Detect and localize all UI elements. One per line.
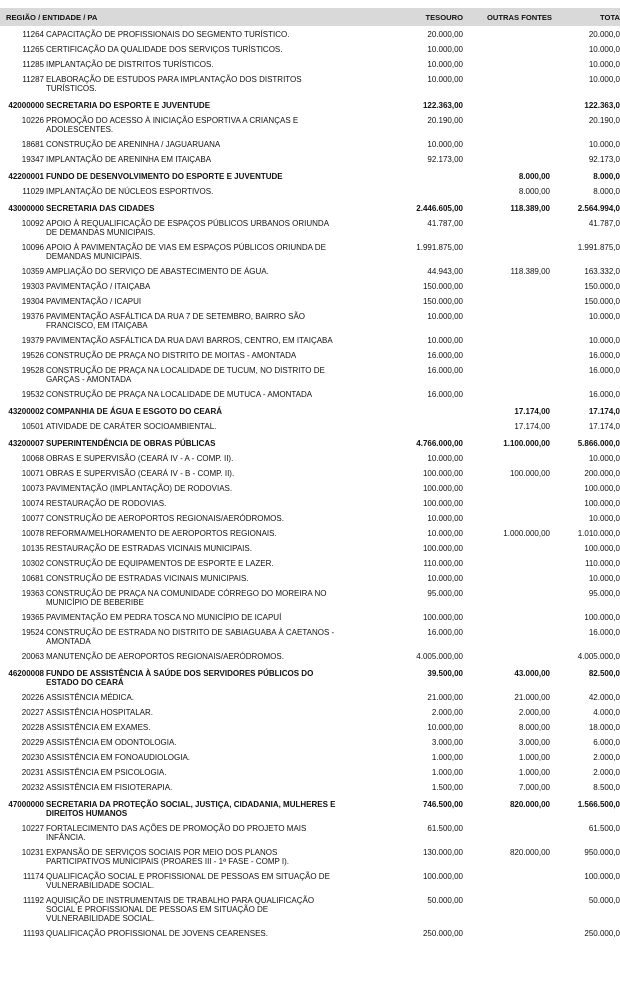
row-description: ATIVIDADE DE CARÁTER SOCIOAMBIENTAL.	[46, 422, 217, 431]
row-description: CONSTRUÇÃO DE ESTRADAS VICINAIS MUNICIPAIS.	[46, 574, 249, 583]
row-total-value: 16.000,0	[588, 628, 620, 637]
entity-row	[0, 167, 620, 184]
row-code: 11287	[22, 75, 44, 84]
row-total-value: 10.000,0	[588, 574, 620, 583]
row-total-value: 8.000,0	[593, 172, 620, 181]
row-description: IMPLANTAÇÃO DE NÚCLEOS ESPORTIVOS.	[46, 187, 214, 196]
row-description: OBRAS E SUPERVISÃO (CEARÁ IV - A - COMP. II).	[46, 454, 234, 463]
row-description: QUALIFICAÇÃO PROFISSIONAL DE JOVENS CEARENSES.	[46, 929, 268, 938]
row-description: RESTAURAÇÃO DE ESTRADAS VICINAIS MUNICIPAIS.	[46, 544, 252, 553]
row-code: 10077	[21, 514, 44, 523]
row-total-value: 100.000,0	[584, 499, 620, 508]
row-code: 20226	[21, 693, 44, 702]
row-code: 18681	[21, 140, 44, 149]
row-tesouro-value: 20.000,00	[427, 30, 463, 39]
row-tesouro-value: 20.190,00	[427, 116, 463, 125]
row-description: FORTALECIMENTO DAS AÇÕES DE PROMOÇÃO DO PROJETO MAIS INFÂNCIA.	[46, 824, 307, 842]
row-total-value: 2.000,0	[593, 753, 620, 762]
row-description: IMPLANTAÇÃO DE ARENINHA EM ITAIÇABA	[46, 155, 212, 164]
row-code: 11265	[22, 45, 44, 54]
row-outras-fontes-value: 8.000,00	[518, 187, 550, 196]
row-tesouro-value: 100.000,00	[422, 872, 463, 881]
table-row	[0, 526, 620, 541]
table-row	[0, 216, 620, 240]
row-code: 19376	[21, 312, 44, 321]
row-total-value: 10.000,0	[588, 336, 620, 345]
row-code: 20227	[21, 708, 44, 717]
row-code: 19526	[21, 351, 44, 360]
table-row	[0, 240, 620, 264]
table-row	[0, 72, 620, 96]
row-description: EXPANSÃO DE SERVIÇOS SOCIAIS POR MEIO DOS PLANOS PARTICIPATIVOS MUNICIPAIS (PROARES III - 1ª FASE - COMP I).	[46, 848, 289, 866]
row-total-value: 110.000,0	[585, 559, 620, 568]
row-code: 10359	[21, 267, 44, 276]
row-code: 10227	[21, 824, 44, 833]
row-code: 10068	[21, 454, 44, 463]
row-total-value: 10.000,0	[588, 45, 620, 54]
table-row	[0, 586, 620, 610]
table-row	[0, 705, 620, 720]
row-tesouro-value: 3.000,00	[431, 738, 463, 747]
row-total-value: 17.174,0	[588, 422, 620, 431]
row-tesouro-value: 110.000,00	[423, 559, 463, 568]
row-tesouro-value: 10.000,00	[427, 312, 463, 321]
row-tesouro-value: 92.173,00	[427, 155, 463, 164]
table-row	[0, 57, 620, 72]
row-tesouro-value: 10.000,00	[427, 140, 463, 149]
row-code: 19304	[21, 297, 44, 306]
row-outras-fontes-value: 21.000,00	[514, 693, 550, 702]
row-total-value: 1.010.000,0	[577, 529, 620, 538]
entity-row	[0, 96, 620, 113]
row-description: PAVIMENTAÇÃO EM PEDRA TOSCA NO MUNICÍPIO DE ICAPUÍ	[46, 613, 282, 622]
row-tesouro-value: 250.000,00	[422, 929, 463, 938]
row-description: ASSISTÊNCIA EM FISIOTERAPIA.	[46, 783, 173, 792]
row-code: 20232	[21, 783, 44, 792]
entity-row	[0, 664, 620, 690]
row-description: COMPANHIA DE ÁGUA E ESGOTO DO CEARÁ	[46, 407, 223, 416]
row-description: AMPLIAÇÃO DO SERVIÇO DE ABASTECIMENTO DE ÁGUA.	[46, 267, 269, 276]
table-row	[0, 348, 620, 363]
table-row	[0, 511, 620, 526]
row-code: 11285	[22, 60, 44, 69]
row-total-value: 82.500,0	[588, 669, 620, 678]
row-outras-fontes-value: 8.000,00	[518, 172, 550, 181]
row-total-value: 20.190,0	[588, 116, 620, 125]
row-code: 20230	[21, 753, 44, 762]
row-total-value: 42.000,0	[588, 693, 620, 702]
row-tesouro-value: 4.766.000,00	[416, 439, 463, 448]
row-tesouro-value: 1.000,00	[431, 753, 463, 762]
row-description: SECRETARIA DAS CIDADES	[46, 204, 155, 213]
row-total-value: 250.000,0	[584, 929, 620, 938]
row-total-value: 100.000,0	[584, 484, 620, 493]
row-description: CONSTRUÇÃO DE PRAÇA NA LOCALIDADE DE TUCUM, NO DISTRITO DE GARÇAS - AMONTADA	[46, 366, 325, 384]
row-description: CONSTRUÇÃO DE PRAÇA NA COMUNIDADE CÓRREGO DO MOREIRA NO MUNICÍPIO DE BEBERIBE	[46, 589, 327, 607]
row-description: AQUISIÇÃO DE INSTRUMENTAIS DE TRABALHO PARA QUALIFICAÇÃO SOCIAL E PROFISSIONAL DE PESSOAS EM SITUAÇÃO DE VULNERABILIDADE SOCIAL.	[46, 896, 315, 923]
row-tesouro-value: 16.000,00	[427, 390, 463, 399]
table-body	[0, 27, 620, 941]
row-code: 20231	[21, 768, 44, 777]
table-row	[0, 466, 620, 481]
table-header	[0, 8, 620, 26]
row-description: APOIO À REQUALIFICAÇÃO DE ESPAÇOS PÚBLICOS URBANOS ORIUNDA DE DEMANDAS MUNICIPAIS.	[46, 219, 329, 237]
row-total-value: 2.000,0	[593, 768, 620, 777]
row-total-value: 950.000,0	[584, 848, 620, 857]
row-outras-fontes-value: 1.100.000,00	[503, 439, 550, 448]
row-code: 43200002	[8, 407, 44, 416]
row-outras-fontes-value: 8.000,00	[518, 723, 550, 732]
row-description: FUNDO DE ASSISTÊNCIA À SAÚDE DOS SERVIDORES PÚBLICOS DO ESTADO DO CEARÁ	[46, 669, 314, 687]
row-outras-fontes-value: 100.000,00	[509, 469, 550, 478]
table-row	[0, 279, 620, 294]
row-description: MANUTENÇÃO DE AEROPORTOS REGIONAIS/AERÓDROMOS.	[46, 652, 284, 661]
row-total-value: 92.173,0	[588, 155, 620, 164]
row-outras-fontes-value: 1.000.000,00	[503, 529, 550, 538]
row-total-value: 150.000,0	[584, 282, 620, 291]
column-header-tesouro: TESOURO	[425, 13, 463, 22]
row-tesouro-value: 16.000,00	[427, 628, 463, 637]
row-outras-fontes-value: 820.000,00	[509, 848, 550, 857]
table-row	[0, 610, 620, 625]
row-description: PAVIMENTAÇÃO (IMPLANTAÇÃO) DE RODOVIAS.	[46, 484, 233, 493]
row-description: ELABORAÇÃO DE ESTUDOS PARA IMPLANTAÇÃO DOS DISTRITOS TURÍSTICOS.	[46, 75, 302, 93]
row-tesouro-value: 100.000,00	[422, 469, 463, 478]
row-description: ASSISTÊNCIA EM EXAMES.	[46, 723, 151, 732]
table-row	[0, 451, 620, 466]
row-description: CONSTRUÇÃO DE ARENINHA / JAGUARUANA	[46, 140, 221, 149]
table-row	[0, 113, 620, 137]
row-code: 20063	[21, 652, 44, 661]
table-row	[0, 137, 620, 152]
row-code: 10074	[21, 499, 44, 508]
row-code: 47000000	[8, 800, 44, 809]
row-code: 10096	[21, 243, 44, 252]
row-outras-fontes-value: 118.389,00	[510, 204, 550, 213]
column-header-outras-fontes: OUTRAS FONTES	[487, 13, 552, 22]
table-row	[0, 556, 620, 571]
row-tesouro-value: 95.000,00	[427, 589, 463, 598]
row-description: PAVIMENTAÇÃO ASFÁLTICA DA RUA 7 DE SETEMBRO, BAIRRO SÃO FRANCISCO, EM ITAIÇABA	[46, 312, 306, 330]
row-description: FUNDO DE DESENVOLVIMENTO DO ESPORTE E JUVENTUDE	[46, 172, 283, 181]
row-code: 19379	[21, 336, 44, 345]
row-code: 10073	[21, 484, 44, 493]
table-row	[0, 481, 620, 496]
row-description: PROMOÇÃO DO ACESSO À INICIAÇÃO ESPORTIVA A CRIANÇAS E ADOLESCENTES.	[46, 116, 299, 134]
row-tesouro-value: 10.000,00	[427, 723, 463, 732]
table-row	[0, 926, 620, 941]
table-row	[0, 765, 620, 780]
row-total-value: 50.000,0	[588, 896, 620, 905]
row-code: 10092	[21, 219, 44, 228]
row-code: 20228	[21, 723, 44, 732]
row-description: PAVIMENTAÇÃO / ITAIÇABA	[46, 282, 151, 291]
row-total-value: 20.000,0	[588, 30, 620, 39]
column-header-total: TOTA	[600, 13, 620, 22]
table-row	[0, 309, 620, 333]
row-code: 19528	[21, 366, 44, 375]
row-code: 11264	[22, 30, 44, 39]
row-code: 19303	[21, 282, 44, 291]
row-code: 43000000	[8, 204, 44, 213]
row-tesouro-value: 2.000,00	[431, 708, 463, 717]
row-total-value: 2.564.994,0	[577, 204, 620, 213]
table-row	[0, 184, 620, 199]
row-tesouro-value: 100.000,00	[422, 613, 463, 622]
table-row	[0, 649, 620, 664]
row-total-value: 41.787,0	[588, 219, 620, 228]
row-code: 42200001	[8, 172, 44, 181]
row-total-value: 95.000,0	[588, 589, 620, 598]
row-description: IMPLANTAÇÃO DE DISTRITOS TURÍSTICOS.	[46, 60, 214, 69]
row-outras-fontes-value: 1.000,00	[518, 768, 550, 777]
row-total-value: 10.000,0	[588, 312, 620, 321]
row-tesouro-value: 41.787,00	[427, 219, 463, 228]
table-row	[0, 571, 620, 586]
row-total-value: 16.000,0	[588, 390, 620, 399]
table-row	[0, 333, 620, 348]
row-outras-fontes-value: 17.174,00	[514, 407, 550, 416]
row-code: 11192	[22, 896, 44, 905]
row-total-value: 100.000,0	[584, 613, 620, 622]
row-outras-fontes-value: 1.000,00	[518, 753, 550, 762]
row-tesouro-value: 50.000,00	[427, 896, 463, 905]
row-total-value: 10.000,0	[588, 454, 620, 463]
entity-row	[0, 434, 620, 451]
row-code: 19365	[21, 613, 44, 622]
table-row	[0, 869, 620, 893]
row-description: ASSISTÊNCIA HOSPITALAR.	[46, 708, 153, 717]
row-description: CONSTRUÇÃO DE EQUIPAMENTOS DE ESPORTE E LAZER.	[46, 559, 274, 568]
row-outras-fontes-value: 3.000,00	[518, 738, 550, 747]
row-tesouro-value: 10.000,00	[427, 454, 463, 463]
row-outras-fontes-value: 7.000,00	[518, 783, 550, 792]
row-description: APOIO À PAVIMENTAÇÃO DE VIAS EM ESPAÇOS PÚBLICOS ORIUNDA DE DEMANDAS MUNICIPAIS.	[46, 243, 326, 261]
row-tesouro-value: 100.000,00	[422, 484, 463, 493]
row-total-value: 16.000,0	[588, 366, 620, 375]
row-description: QUALIFICAÇÃO SOCIAL E PROFISSIONAL DE PESSOAS EM SITUAÇÃO DE VULNERABILIDADE SOCIAL.	[46, 872, 330, 890]
row-total-value: 1.991.875,0	[577, 243, 620, 252]
row-code: 10501	[21, 422, 44, 431]
row-total-value: 200.000,0	[584, 469, 620, 478]
row-total-value: 4.005.000,0	[577, 652, 620, 661]
row-total-value: 163.332,0	[584, 267, 620, 276]
row-code: 10078	[21, 529, 44, 538]
row-total-value: 5.866.000,0	[577, 439, 620, 448]
row-total-value: 16.000,0	[588, 351, 620, 360]
row-tesouro-value: 1.500,00	[431, 783, 463, 792]
row-description: CONSTRUÇÃO DE ESTRADA NO DISTRITO DE SABIAGUABA À CAETANOS - AMONTADA	[46, 628, 335, 646]
row-tesouro-value: 10.000,00	[427, 75, 463, 84]
row-tesouro-value: 16.000,00	[427, 366, 463, 375]
row-total-value: 17.174,0	[588, 407, 620, 416]
row-description: REFORMA/MELHORAMENTO DE AEROPORTOS REGIONAIS.	[46, 529, 277, 538]
table-row	[0, 845, 620, 869]
row-code: 19532	[21, 390, 44, 399]
row-code: 10302	[21, 559, 44, 568]
row-description: ASSISTÊNCIA EM ODONTOLOGIA.	[46, 738, 177, 747]
row-description: CONSTRUÇÃO DE PRAÇA NA LOCALIDADE DE MUTUCA - AMONTADA	[46, 390, 313, 399]
row-description: ASSISTÊNCIA EM PSICOLOGIA.	[46, 768, 167, 777]
row-tesouro-value: 21.000,00	[427, 693, 463, 702]
table-row	[0, 893, 620, 926]
table-row	[0, 42, 620, 57]
entity-row	[0, 795, 620, 821]
table-row	[0, 152, 620, 167]
row-code: 11193	[22, 929, 44, 938]
row-description: CAPACITAÇÃO DE PROFISSIONAIS DO SEGMENTO TURÍSTICO.	[46, 30, 290, 39]
table-row	[0, 625, 620, 649]
row-code: 10681	[21, 574, 44, 583]
row-tesouro-value: 746.500,00	[422, 800, 463, 809]
row-total-value: 1.566.500,0	[577, 800, 620, 809]
row-tesouro-value: 100.000,00	[422, 499, 463, 508]
row-outras-fontes-value: 43.000,00	[514, 669, 550, 678]
row-tesouro-value: 1.000,00	[431, 768, 463, 777]
entity-row	[0, 199, 620, 216]
row-tesouro-value: 1.991.875,00	[416, 243, 463, 252]
row-outras-fontes-value: 820.000,00	[509, 800, 550, 809]
row-description: SECRETARIA DO ESPORTE E JUVENTUDE	[46, 101, 211, 110]
row-total-value: 150.000,0	[584, 297, 620, 306]
table-row	[0, 541, 620, 556]
table-row	[0, 294, 620, 309]
table-row	[0, 496, 620, 511]
row-total-value: 18.000,0	[588, 723, 620, 732]
row-tesouro-value: 44.943,00	[427, 267, 463, 276]
row-tesouro-value: 122.363,00	[422, 101, 463, 110]
row-code: 20229	[21, 738, 44, 747]
row-description: SUPERINTENDÊNCIA DE OBRAS PÚBLICAS	[46, 439, 216, 448]
table-row	[0, 750, 620, 765]
table-row	[0, 27, 620, 42]
row-outras-fontes-value: 17.174,00	[514, 422, 550, 431]
row-tesouro-value: 10.000,00	[427, 574, 463, 583]
row-tesouro-value: 100.000,00	[422, 544, 463, 553]
row-description: ASSISTÊNCIA MÉDICA.	[46, 693, 135, 702]
table-row	[0, 419, 620, 434]
table-row	[0, 720, 620, 735]
row-total-value: 4.000,0	[593, 708, 620, 717]
table-row	[0, 363, 620, 387]
row-tesouro-value: 10.000,00	[427, 60, 463, 69]
row-description: CERTIFICAÇÃO DA QUALIDADE DOS SERVIÇOS TURÍSTICOS.	[46, 45, 283, 54]
table-row	[0, 264, 620, 279]
table-row	[0, 735, 620, 750]
table-row	[0, 821, 620, 845]
row-description: SECRETARIA DA PROTEÇÃO SOCIAL, JUSTIÇA, CIDADANIA, MULHERES E DIREITOS HUMANOS	[46, 800, 336, 818]
row-code: 10231	[21, 848, 44, 857]
row-description: CONSTRUÇÃO DE PRAÇA NO DISTRITO DE MOITAS - AMONTADA	[46, 351, 297, 360]
row-description: OBRAS E SUPERVISÃO (CEARÁ IV - B - COMP. II).	[46, 469, 235, 478]
row-tesouro-value: 150.000,00	[422, 282, 463, 291]
row-code: 10071	[21, 469, 44, 478]
row-tesouro-value: 10.000,00	[427, 336, 463, 345]
row-outras-fontes-value: 118.389,00	[510, 267, 550, 276]
table-row	[0, 780, 620, 795]
table-row	[0, 387, 620, 402]
row-total-value: 10.000,0	[588, 514, 620, 523]
row-tesouro-value: 130.000,00	[422, 848, 463, 857]
row-code: 19363	[21, 589, 44, 598]
row-tesouro-value: 39.500,00	[427, 669, 463, 678]
row-description: PAVIMENTAÇÃO ASFÁLTICA DA RUA DAVI BARROS, CENTRO, EM ITAIÇABA	[46, 336, 333, 345]
row-total-value: 6.000,0	[593, 738, 620, 747]
row-total-value: 100.000,0	[584, 872, 620, 881]
table-row	[0, 690, 620, 705]
row-code: 11174	[22, 872, 44, 881]
row-total-value: 122.363,0	[584, 101, 620, 110]
row-tesouro-value: 16.000,00	[427, 351, 463, 360]
row-code: 10135	[21, 544, 44, 553]
row-code: 19347	[21, 155, 44, 164]
row-code: 10226	[21, 116, 44, 125]
row-total-value: 61.500,0	[588, 824, 620, 833]
row-total-value: 8.000,0	[593, 187, 620, 196]
row-code: 46200008	[8, 669, 44, 678]
row-code: 19524	[21, 628, 44, 637]
row-tesouro-value: 10.000,00	[427, 529, 463, 538]
row-description: ASSISTÊNCIA EM FONOAUDIOLOGIA.	[46, 753, 191, 762]
column-header-region: REGIÃO / ENTIDADE / PA	[6, 13, 98, 22]
row-tesouro-value: 150.000,00	[422, 297, 463, 306]
row-tesouro-value: 10.000,00	[427, 45, 463, 54]
row-total-value: 10.000,0	[588, 60, 620, 69]
row-total-value: 10.000,0	[588, 140, 620, 149]
entity-row	[0, 402, 620, 419]
row-description: PAVIMENTAÇÃO / ICAPUI	[46, 297, 142, 306]
row-description: RESTAURAÇÃO DE RODOVIAS.	[46, 499, 167, 508]
row-total-value: 10.000,0	[588, 75, 620, 84]
row-code: 42000000	[8, 101, 44, 110]
row-description: CONSTRUÇÃO DE AEROPORTOS REGIONAIS/AERÓDROMOS.	[46, 514, 284, 523]
row-total-value: 100.000,0	[584, 544, 620, 553]
row-tesouro-value: 10.000,00	[427, 514, 463, 523]
row-total-value: 8.500,0	[593, 783, 620, 792]
row-tesouro-value: 4.005.000,00	[416, 652, 463, 661]
row-code: 43200007	[8, 439, 44, 448]
row-code: 11029	[22, 187, 44, 196]
row-tesouro-value: 61.500,00	[427, 824, 463, 833]
row-tesouro-value: 2.446.605,00	[416, 204, 463, 213]
row-outras-fontes-value: 2.000,00	[518, 708, 550, 717]
